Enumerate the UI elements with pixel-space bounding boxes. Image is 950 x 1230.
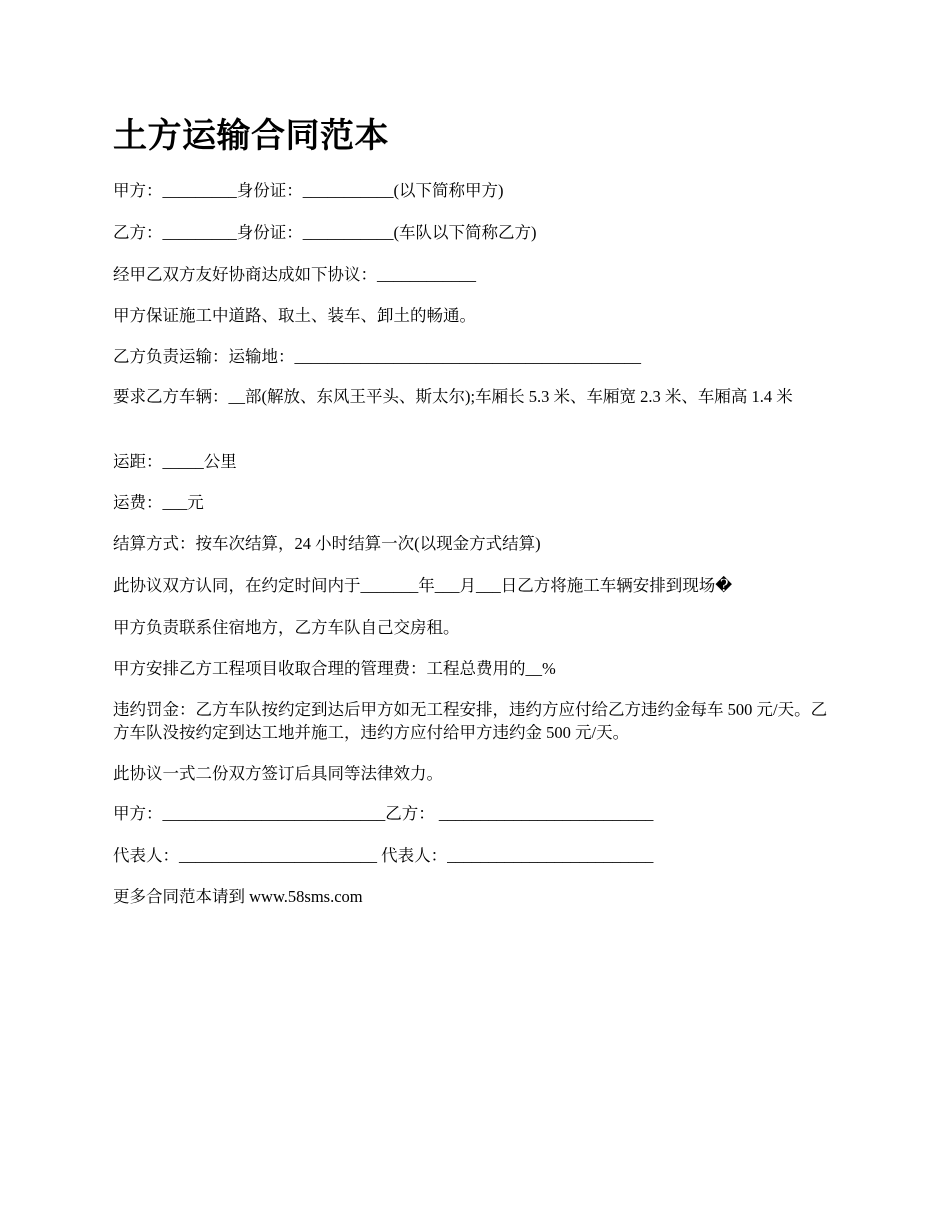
clause-legal-effect: 此协议一式二份双方签订后具同等法律效力。 [113,764,443,783]
clause-distance: 运距：_____公里 [113,452,237,471]
agreement-intro: 经甲乙双方友好协商达成如下协议：____________ [113,265,476,284]
clause-freight-cost: 运费：___元 [113,493,204,512]
clause-transport-destination: 乙方负责运输：运输地：__________________________________________ [113,347,641,366]
document-title: 土方运输合同范本 [113,116,389,156]
footer-more-templates: 更多合同范本请到 www.58sms.com [113,887,363,906]
signature-representatives-line: 代表人：________________________ 代表人：_________________________ [113,846,654,865]
signature-parties-line: 甲方：___________________________乙方： __________________________ [113,804,654,823]
clause-penalty: 违约罚金：乙方车队按约定到达后甲方如无工程安排，违约方应付给乙方违约金每车 500 元/天。乙方车队没按约定到达工地并施工，违约方应付给甲方违约金 500 元/天。 [113,700,828,742]
clause-vehicle-requirements: 要求乙方车辆：__部(解放、东风王平头、斯太尔);车厢长 5.3 米、车厢宽 2.3 米、车厢高 1.4 米 [113,387,793,406]
clause-management-fee: 甲方安排乙方工程项目收取合理的管理费：工程总费用的__% [113,659,556,678]
clause-settlement: 结算方式：按车次结算，24 小时结算一次(以现金方式结算) [113,534,541,553]
clause-lodging: 甲方负责联系住宿地方，乙方车队自己交房租。 [113,618,460,637]
clause-arrival-date: 此协议双方认同，在约定时间内于_______年___月___日乙方将施工车辆安排到现场� [113,576,733,595]
party-b-line: 乙方：_________身份证：___________(车队以下简称乙方) [113,223,537,242]
clause-road-access: 甲方保证施工中道路、取土、装车、卸土的畅通。 [113,306,476,325]
party-a-line: 甲方：_________身份证：___________(以下简称甲方) [113,181,504,200]
